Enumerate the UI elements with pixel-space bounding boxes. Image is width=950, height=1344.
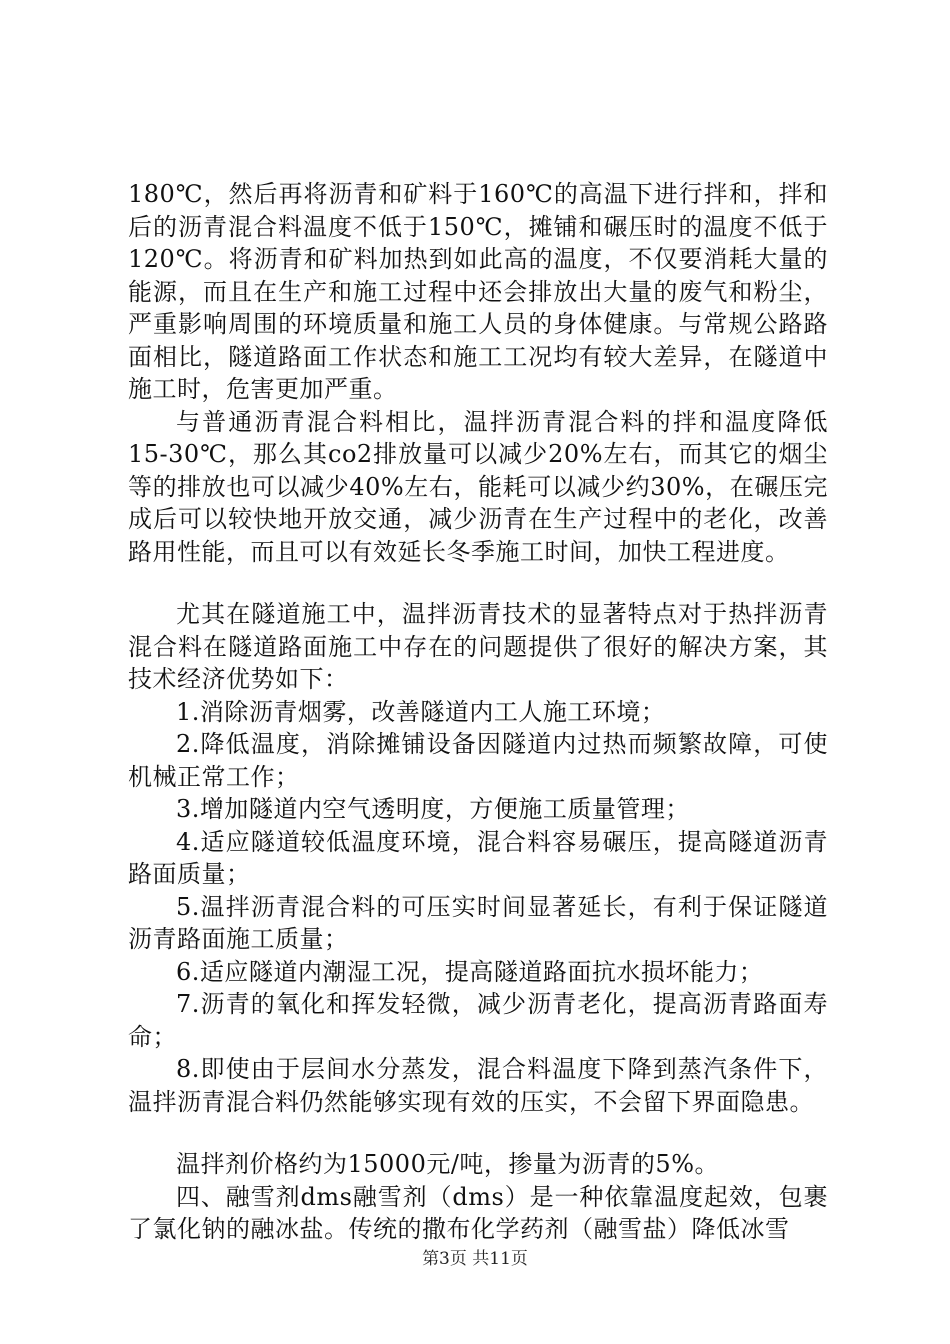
- list-item-4: 4.适应隧道较低温度环境，混合料容易碾压，提高隧道沥青路面质量；: [128, 827, 828, 888]
- body-text: [128, 178, 828, 1246]
- list-item-8: 8.即使由于层间水分蒸发，混合料温度下降到蒸汽条件下，温拌沥青混合料仍然能够实现有效的压实，不会留下界面隐患。: [128, 1055, 828, 1116]
- list-item-2: 2.降低温度，消除摊铺设备因隧道内过热而频繁故障，可使机械正常工作；: [128, 730, 828, 791]
- list-item-5: 5.温拌沥青混合料的可压实时间显著延长，有利于保证隧道沥青路面施工质量；: [128, 892, 828, 953]
- paragraph-1: 180℃，然后再将沥青和矿料于160℃的高温下进行拌和，拌和后的沥青混合料温度不低于150℃，摊铺和碾压时的温度不低于120℃。将沥青和矿料加热到如此高的温度，不仅要消耗大量的能源，而且在生产和施工过程中还会排放出大量的废气和粉尘，严重影响周围的环境质量和施工人员的身体健康。与常规公路路面相比，隧道路面工作状态和施工工况均有较大差异，在隧道中施工时，危害更加严重。: [128, 180, 828, 403]
- page-number-footer: 第3页 共11页: [422, 1249, 528, 1269]
- list-item-1: 1.消除沥青烟雾，改善隧道内工人施工环境；: [176, 697, 666, 726]
- paragraph-2: 与普通沥青混合料相比，温拌沥青混合料的拌和温度降低15-30℃，那么其co2排放量可以减少20%左右，而其它的烟尘等的排放也可以减少40%左右，能耗可以减少约30%，在碾压完成后可以较快地开放交通，减少沥青在生产过程中的老化，改善路用性能，而且可以有效延长冬季施工时间，加快工程进度。: [128, 407, 828, 566]
- paragraph-snowmelt: 四、融雪剂dms融雪剂（dms）是一种依靠温度起效，包裹了氯化钠的融冰盐。传统的撒布化学药剂（融雪盐）降低冰雪: [128, 1182, 828, 1243]
- paragraph-3: 尤其在隧道施工中，温拌沥青技术的显著特点对于热拌沥青混合料在隧道路面施工中存在的问题提供了很好的解决方案，其技术经济优势如下：: [128, 600, 828, 693]
- list-item-6: 6.适应隧道内潮湿工况，提高隧道路面抗水损坏能力；: [176, 957, 764, 986]
- list-item-3: 3.增加隧道内空气透明度，方便施工质量管理；: [176, 795, 690, 823]
- list-item-7: 7.沥青的氧化和挥发轻微，减少沥青老化，提高沥青路面寿命；: [128, 990, 828, 1051]
- paragraph-price: 温拌剂价格约为15000元/吨，掺量为沥青的5%。: [176, 1150, 720, 1178]
